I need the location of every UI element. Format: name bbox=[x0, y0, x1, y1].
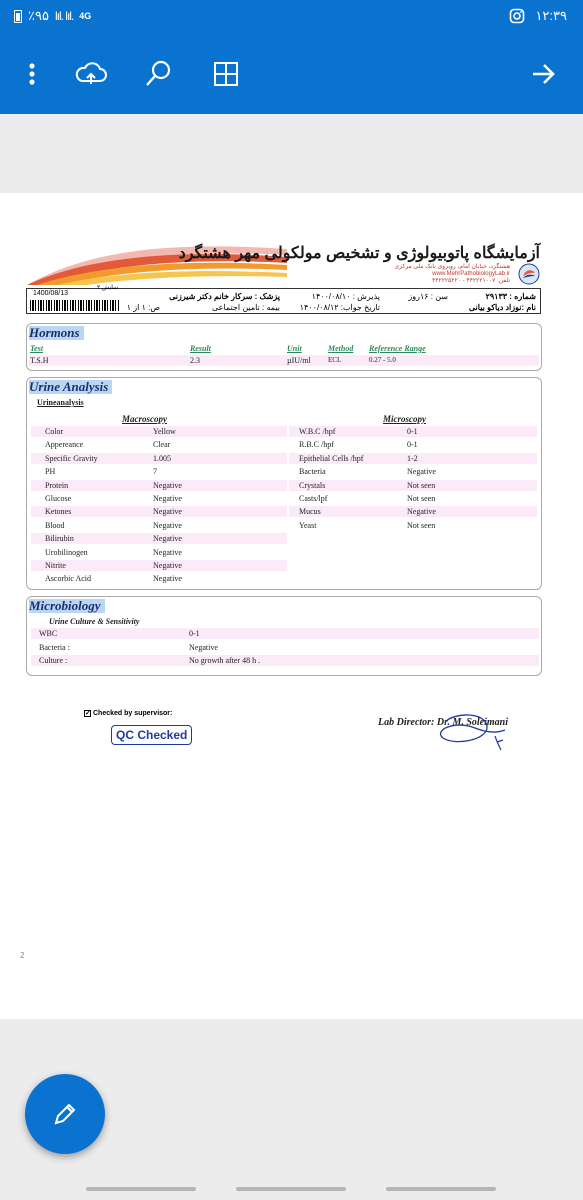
microscopy-label: W.B.C /hpf bbox=[299, 427, 336, 436]
battery-icon bbox=[14, 10, 22, 23]
page-number: 2 bbox=[20, 951, 25, 960]
macroscopy-value: Negative bbox=[153, 574, 182, 584]
macroscopy-value: Clear bbox=[153, 440, 171, 450]
reference-range-header: Reference Range bbox=[369, 344, 426, 353]
microscopy-value: 0-1 bbox=[407, 427, 418, 436]
microscopy-label: R.B.C /hpf bbox=[299, 440, 334, 450]
macroscopy-value: Negative bbox=[153, 507, 182, 517]
lab-director: Lab Director: Dr. M. Soleimani bbox=[378, 717, 509, 728]
hormons-title: Hormons bbox=[29, 326, 84, 340]
macroscopy-label: Color bbox=[45, 427, 64, 436]
signal-icon: lıl. lıl. bbox=[54, 9, 74, 23]
lab-contact bbox=[394, 264, 510, 285]
microbiology-label: Bacteria : bbox=[39, 642, 70, 652]
urineanalysis-subtitle: Urineanalysis bbox=[37, 398, 84, 407]
nav-bar-pill bbox=[236, 1187, 346, 1191]
macroscopy-value: 1.005 bbox=[153, 453, 171, 463]
status-bar bbox=[0, 0, 583, 34]
lab-address: هشتگرد، خیابان امام، روبروی بانک ملی مرکزی bbox=[394, 264, 510, 270]
microscopy-value: Not seen bbox=[407, 494, 436, 503]
more-vert-icon[interactable] bbox=[14, 56, 50, 92]
letterhead bbox=[27, 241, 540, 287]
cloud-upload-icon[interactable] bbox=[73, 56, 109, 92]
search-icon[interactable] bbox=[140, 56, 176, 92]
urine-analysis-title: Urine Analysis bbox=[29, 380, 112, 394]
macroscopy-label: Ascorbic Acid bbox=[45, 574, 91, 584]
microscopy-label: Bacteria bbox=[299, 467, 326, 477]
nav-bar-pill bbox=[386, 1187, 496, 1191]
urine-culture-subtitle: Urine Culture & Sensitivity bbox=[49, 617, 140, 626]
macroscopy-value: Yellow bbox=[153, 427, 176, 436]
arrow-forward-icon[interactable] bbox=[525, 56, 561, 92]
edit-fab-button[interactable] bbox=[25, 1074, 105, 1154]
lab-name: آزمایشگاه پاتوبیولوژی و تشخیص مولکولی مهر هشتگرد bbox=[178, 245, 540, 262]
insurance: بیمه : تامین اجتماعی bbox=[212, 303, 280, 312]
method-header: Method bbox=[328, 344, 354, 353]
instagram-icon bbox=[509, 8, 525, 24]
patient-number: شماره : ۲۹۱۳۳ bbox=[485, 292, 536, 301]
macroscopy-label: Specific Gravity bbox=[45, 453, 98, 463]
grid-view-icon[interactable] bbox=[208, 56, 244, 92]
battery-percent: ٪۹۵ bbox=[28, 8, 49, 23]
microscopy-value: Negative bbox=[407, 507, 436, 517]
microscopy-label: Crystals bbox=[299, 480, 326, 490]
macroscopy-value: Negative bbox=[153, 534, 182, 544]
microbiology-title: Microbiology bbox=[29, 599, 105, 613]
macroscopy-value: Negative bbox=[153, 561, 182, 570]
qc-stamp: QC Checked bbox=[111, 725, 192, 745]
microscopy-label: Epithelial Cells /hpf bbox=[299, 453, 364, 463]
result-header: Result bbox=[190, 344, 211, 353]
macroscopy-label: Blood bbox=[45, 520, 65, 530]
network-type: 4G bbox=[79, 11, 92, 21]
macroscopy-label: Appereance bbox=[45, 440, 84, 450]
macroscopy-value: Negative bbox=[153, 547, 182, 557]
supervisor-check bbox=[84, 710, 172, 717]
macroscopy-label: Nitrite bbox=[45, 561, 66, 570]
unit-header: Unit bbox=[287, 344, 302, 353]
microscopy-value: 0-1 bbox=[407, 440, 418, 450]
nav-bar-pill bbox=[86, 1187, 196, 1191]
microscopy-value: Not seen bbox=[407, 520, 436, 530]
barcode-top-label: سایش ۲ bbox=[97, 285, 119, 291]
microbiology-value: Negative bbox=[189, 642, 218, 652]
macroscopy-value: Negative bbox=[153, 520, 182, 530]
macroscopy-label: Protein bbox=[45, 480, 69, 490]
reception-date: پذیرش : ۱۴۰۰/۰۸/۱۰ bbox=[311, 292, 380, 301]
microscopy-label: Yeast bbox=[299, 520, 317, 530]
checkbox-icon: ✓ bbox=[85, 710, 91, 717]
microscopy-label: Mucus bbox=[299, 507, 321, 517]
macroscopy-label: Ketones bbox=[45, 507, 72, 517]
macroscopy-value: Negative bbox=[153, 480, 182, 490]
microscopy-value: Not seen bbox=[407, 480, 436, 490]
barcode bbox=[30, 300, 120, 311]
macroscopy-label: Urobilinogen bbox=[45, 547, 88, 557]
document-page[interactable] bbox=[0, 193, 583, 1019]
microscopy-value: Negative bbox=[407, 467, 436, 477]
signature bbox=[425, 708, 515, 752]
lab-phone: تلفن: ۴۴۲۲۲۱۰۰۷ - ۴۴۲۲۲۵۲۲۰ bbox=[432, 278, 510, 284]
macroscopy-label: PH bbox=[45, 467, 56, 477]
microbiology-label: WBC bbox=[39, 629, 58, 638]
microscopy-label: Casts/lpf bbox=[299, 494, 328, 503]
test-method: ECL bbox=[328, 356, 342, 364]
microbiology-label: Culture : bbox=[39, 656, 68, 665]
microscopy-title: Microscopy bbox=[383, 414, 426, 424]
patient-age: سن : ۱۶روز bbox=[408, 292, 448, 301]
macroscopy-value: Negative bbox=[153, 494, 182, 503]
macroscopy-title: Macroscopy bbox=[122, 414, 167, 424]
urine-analysis-section bbox=[26, 377, 542, 590]
patient-name: نام :نوزاد دیاکو بیانی bbox=[468, 303, 536, 312]
page-info: ص: ۱ از ۱ bbox=[126, 303, 160, 312]
microbiology-section bbox=[26, 596, 542, 676]
test-range: 0.27 - 5.0 bbox=[369, 356, 396, 364]
table-row bbox=[29, 355, 539, 366]
patient-info-box bbox=[26, 285, 541, 314]
hormons-section bbox=[26, 323, 542, 371]
macroscopy-value: 7 bbox=[153, 467, 157, 477]
pencil-icon bbox=[51, 1100, 79, 1128]
table-row bbox=[31, 655, 539, 666]
lab-website: www.MehrPathobiologyLab.ir bbox=[432, 271, 510, 277]
microscopy-value: 1-2 bbox=[407, 453, 418, 463]
test-unit: µIU/ml bbox=[287, 356, 311, 365]
microbiology-value: 0-1 bbox=[189, 629, 200, 638]
doctor-name: پزشک : سرکار خانم دکتر شیرزنی bbox=[169, 292, 280, 301]
test-name: T.S.H bbox=[30, 356, 49, 365]
macroscopy-label: Bilirubin bbox=[45, 534, 74, 544]
table-row bbox=[31, 628, 539, 639]
lab-logo-icon bbox=[518, 263, 540, 285]
app-toolbar bbox=[0, 34, 583, 114]
macroscopy-label: Glucose bbox=[45, 494, 72, 503]
test-result: 2.3 bbox=[190, 356, 200, 365]
barcode-label: 1400/08/13 bbox=[33, 290, 69, 297]
microbiology-value: No growth after 48 h . bbox=[189, 656, 261, 665]
test-header: Test bbox=[30, 344, 44, 353]
answer-date: تاریخ جواب: ۱۴۰۰/۰۸/۱۲ bbox=[299, 303, 380, 312]
supervisor-label: Checked by supervisor: bbox=[93, 710, 173, 717]
clock: ۱۲:۳۹ bbox=[535, 8, 567, 23]
